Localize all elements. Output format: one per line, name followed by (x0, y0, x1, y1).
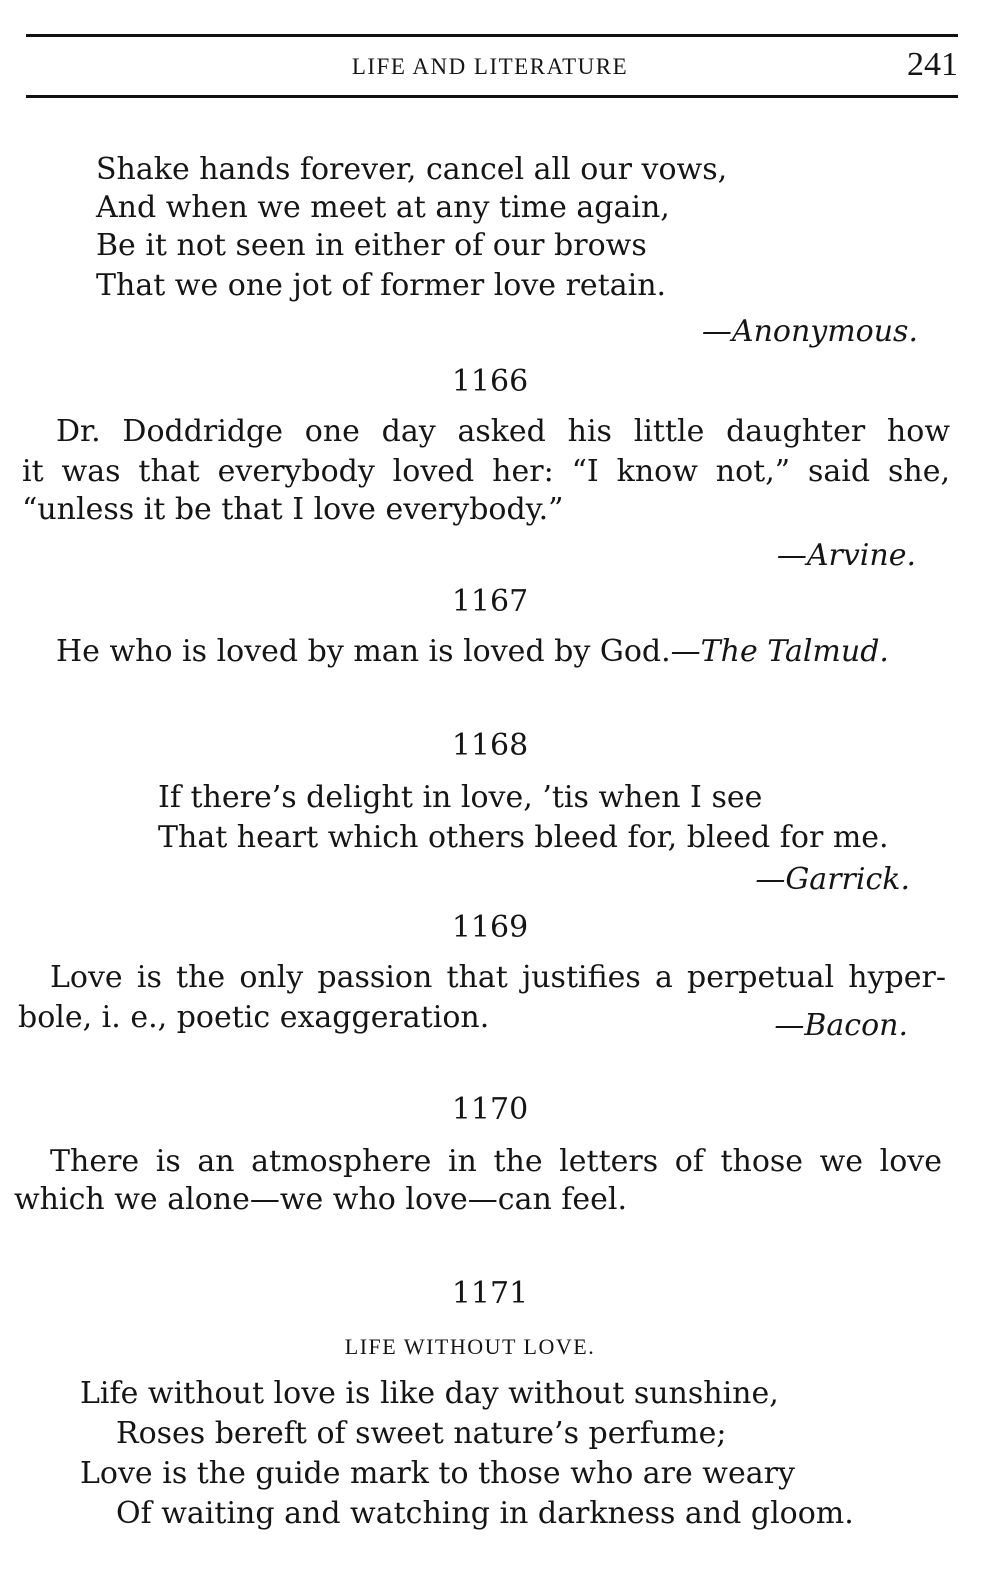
entry-1171-line-2: Roses bereft of sweet nature’s perfume; (116, 1416, 727, 1451)
entry-1166-attribution: —Arvine. (776, 538, 916, 573)
entry-1171-line-1: Life without love is like day without sunshine, (80, 1376, 779, 1411)
entry-1171-line-4: Of waiting and watching in darkness and gloom. (116, 1496, 854, 1531)
entry-number-1170: 1170 (451, 1092, 529, 1127)
entry-number-1168: 1168 (451, 728, 529, 763)
header-top-rule (26, 34, 958, 37)
entry-number-1171: 1171 (451, 1276, 529, 1311)
entry-1166-line-1: Dr. Doddridge one day asked his little daughter how (56, 414, 950, 449)
poem-top-line-2: And when we meet at any time again, (96, 190, 670, 225)
entry-1168-attribution: —Garrick. (755, 862, 910, 897)
entry-1166-line-2: it was that everybody loved her: “I know not,” said she, (22, 454, 950, 489)
poem-top-line-3: Be it not seen in either of our brows (96, 228, 647, 263)
entry-number-1166: 1166 (451, 364, 529, 399)
entry-1167-attribution: —The Talmud. (670, 634, 889, 669)
entry-1167-text (56, 634, 889, 670)
entry-1170-line-2: which we alone—we who love—can feel. (14, 1182, 628, 1217)
running-title: LIFE AND LITERATURE (351, 54, 629, 79)
entry-1171-heading: LIFE WITHOUT LOVE. (344, 1334, 596, 1359)
poem-top-attribution: —Anonymous. (701, 314, 918, 349)
entry-1169-line-1: Love is the only passion that justifies a perpetual hyper- (50, 960, 946, 995)
entry-1167-quote: He who is loved by man is loved by God. (56, 634, 671, 669)
entry-number-1169: 1169 (451, 910, 529, 945)
entry-number-1167: 1167 (451, 584, 529, 619)
entry-1170-line-1: There is an atmosphere in the letters of those we love (50, 1144, 942, 1179)
entry-1171-line-3: Love is the guide mark to those who are weary (80, 1456, 795, 1491)
entry-1166-line-3: “unless it be that I love everybody.” (22, 492, 564, 527)
page-number: 241 (907, 46, 958, 83)
entry-1169-line-2: bole, i. e., poetic exaggeration. (18, 1000, 490, 1035)
entry-1169-attribution: —Bacon. (774, 1008, 908, 1043)
poem-top-line-1: Shake hands forever, cancel all our vows, (96, 152, 728, 187)
poem-top-line-4: That we one jot of former love retain. (96, 268, 667, 303)
entry-1168-line-1: If there’s delight in love, ’tis when I see (158, 780, 763, 815)
header-bottom-rule (26, 95, 958, 98)
entry-1168-line-2: That heart which others bleed for, bleed for me. (158, 820, 889, 855)
